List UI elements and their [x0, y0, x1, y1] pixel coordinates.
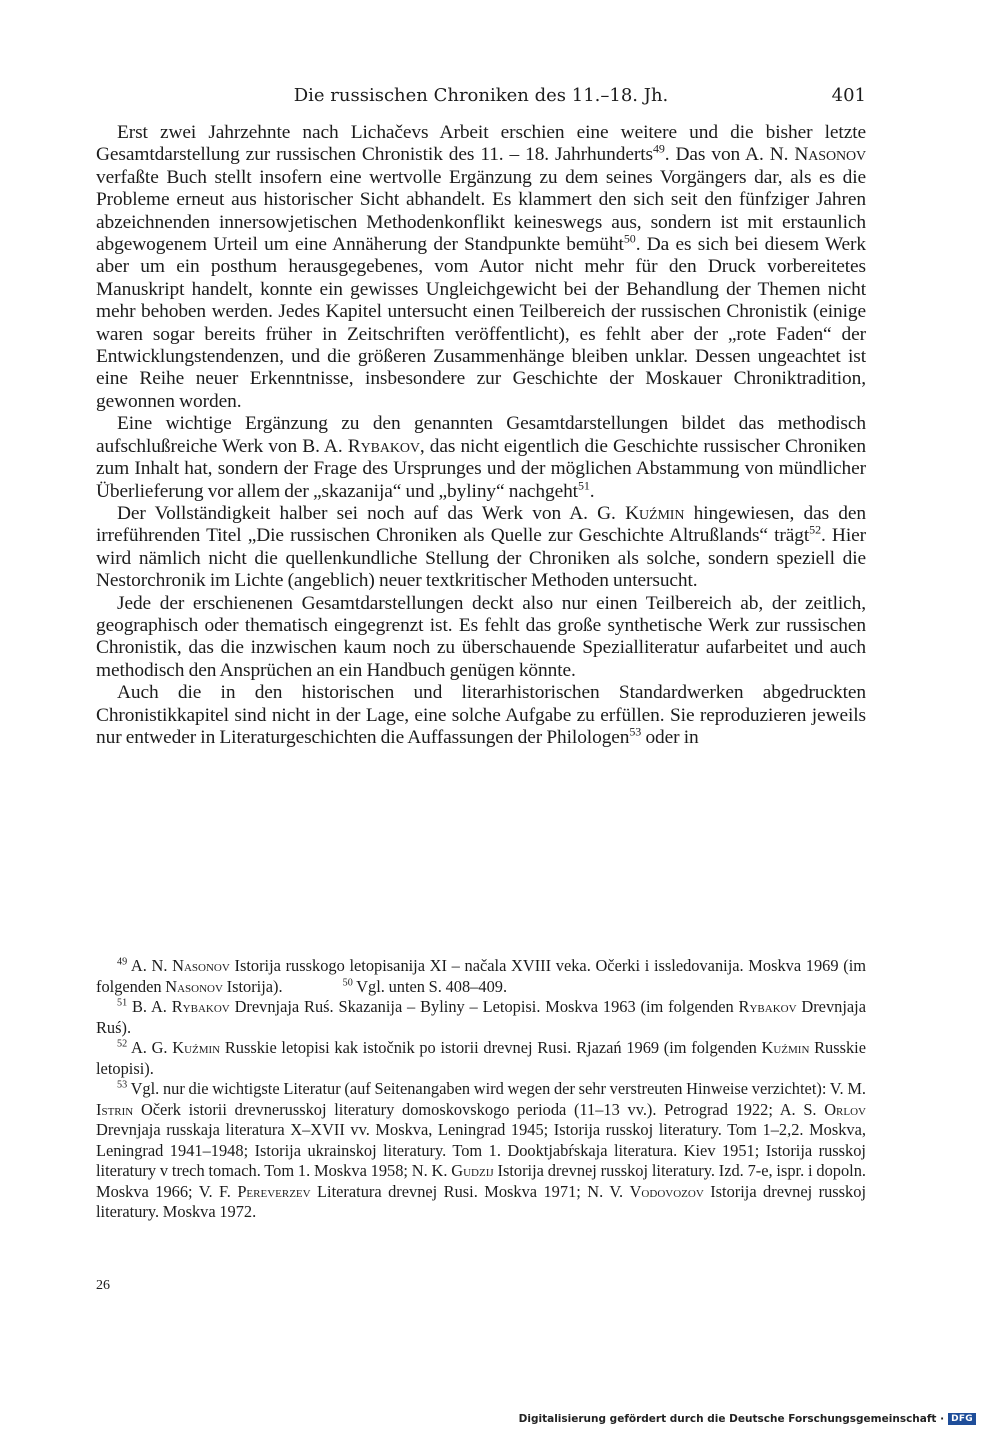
author-name: Kuźmin	[172, 1038, 221, 1057]
text-span: . Da es sich bei diesem Werk aber um ein posthum herausgegebenes, vom Autor nicht mehr für den Druck vorbereitetes Manuskript handelt, konnte ein gewisses Ungleichgewicht bei der Behandlung der Themen nicht mehr behoben werden. Jedes Kapitel untersucht einen Teilbereich der russischen Chronistik (einige waren sogar bereits früher in Zeitschriften veröffentlicht), es fehlt aber der „rote Faden“ der Entwicklungstendenzen, und die größeren Zusammenhänge bleiben unklar. Dessen ungeachtet ist eine Reihe neuer Erkenntnisse, insbesondere zur Geschichte der Moskauer Chroniktradition, gewonnen worden.	[96, 234, 867, 412]
signature-mark: 26	[96, 1278, 110, 1293]
author-name: Nasonov	[794, 144, 867, 166]
page-number: 401	[831, 85, 866, 106]
footnote	[96, 997, 866, 1038]
footnote-number: 50	[342, 977, 353, 989]
text-span: verfaßte Buch stellt insofern eine wertvolle Ergänzung zu dem seines Vorgängers dar, als es die Probleme erneut aus historischer Sicht abhandelt. Es klammert den sich seit den fünfziger Jahren abzeichnenden innersowjetischen Methodenkonflikt keineswegs aus, sondern ist mit erstaunlich abgewogenem Urteil um eine Annäherung der Standpunkte bemüht	[96, 166, 866, 256]
author-name: Istrin	[96, 1099, 134, 1119]
text-span: A. G.	[127, 1038, 173, 1057]
author-name: Orlov	[824, 1099, 866, 1119]
text-span: Drevnjaja russkaja literatura X–XVII vv. Moskva, Leningrad 1945; Istorija russkoj literatury. Tom 1–2,2. Moskva, Leningrad 1941–1948; Istorija ukrainskoj literatury. Tom 1. Dooktjabŕskaja literatura. Kiev 1951; Istorija russkoj literatury v trech tomach. Tom 1. Moskva 1958; N. K.	[96, 1120, 866, 1180]
running-header	[96, 84, 866, 108]
text-span: B. A.	[127, 997, 172, 1016]
author-name: Kuźmin	[625, 502, 685, 524]
text-span: Istorija russkogo letopisanija XI – načala XVIII veka. Očerki i issledovanija. Moskva 1969 (im folgenden	[96, 956, 866, 996]
paragraph: Jede der erschienenen Gesamtdarstellungen deckt also nur einen Teilbereich ab, der zeitlich, geographisch oder thematisch eingegrenzt ist. Es fehlt das große synthetische Werk zur russischen Chronistik, das die inzwischen kaum noch zu überschauende Spezialliteratur aufarbeitet und auch methodisch den Ansprüchen an ein Handbuch genügen könnte.	[96, 592, 866, 681]
text-span: Istorija drevnej russkoj literatury. Izd. 7-e, ispr. i dopoln. Moskva 1966; V. F.	[96, 1161, 866, 1201]
text-span: .	[589, 480, 595, 502]
credit-text: Digitalisierung gefördert durch die Deutsche Forschungsgemeinschaft ·	[518, 1413, 945, 1425]
main-text	[96, 122, 866, 749]
footnote-ref: 51	[577, 478, 590, 493]
author-name: Pereverzev	[237, 1181, 311, 1201]
text-span: . Hier wird nämlich nicht die quellenkundliche Stellung der Chroniken als solche, sondern speziell die Nestorchronik im Lichte (angeblich) neuer textkritischer Methoden untersucht.	[96, 525, 866, 592]
paragraph	[96, 682, 866, 749]
text-span: Očerk istorii drevnerusskoj literatury domoskovskogo perioda (11–13 vv.). Petrograd 1922; A. S.	[133, 1099, 825, 1119]
running-title: Die russischen Chroniken des 11.–18. Jh.	[293, 85, 669, 106]
footnote-ref: 50	[623, 231, 636, 246]
text-span: Drevnjaja Ruś. Skazanija – Byliny – Letopisi. Moskva 1963 (im folgenden	[229, 997, 739, 1016]
text-span: Russkie letopisi kak istočnik po istorii drevnej Rusi. Rjazań 1969 (im folgenden	[220, 1038, 762, 1057]
author-name: Rybakov	[347, 435, 420, 457]
paragraph	[96, 413, 866, 503]
footnote-number: 51	[117, 997, 128, 1009]
text-span: Vgl. nur die wichtigste Literatur (auf Seitenangaben wird wegen der sehr verstreuten Hinweise verzichtet): V. M.	[127, 1079, 866, 1098]
footnotes	[96, 956, 866, 1223]
text-span: Drevnjaja Ruś).	[96, 997, 866, 1037]
text-span: hingewiesen, das den irreführenden Titel „Die russischen Chroniken als Quelle zur Geschichte Altrußlands“ trägt	[96, 502, 866, 547]
text-span: oder in	[641, 726, 699, 748]
dfg-logo: DFG	[948, 1413, 976, 1425]
footnote-ref: 52	[809, 522, 821, 537]
footnote-ref: 53	[629, 724, 642, 739]
author-name: Nasonov	[172, 956, 230, 975]
paragraph	[96, 122, 866, 413]
text-span: Russkie letopisi).	[96, 1038, 867, 1078]
footnote-number: 53	[117, 1079, 128, 1091]
author-name: Rybakov	[171, 997, 230, 1016]
footnote	[96, 1079, 866, 1223]
text-span: Eine wichtige Ergänzung zu den genannten Gesamtdarstellungen bildet das methodisch aufschlußreiche Werk von B. A.	[96, 413, 866, 457]
text-span: Istorija).	[222, 976, 283, 996]
digitization-credit	[519, 1411, 976, 1427]
author-name: Rybakov	[738, 997, 797, 1016]
author-name: Kuźmin	[761, 1038, 810, 1057]
footnote	[96, 1038, 866, 1079]
author-name: Vodovozov	[629, 1181, 704, 1201]
footnote-number: 52	[117, 1038, 128, 1050]
author-name: Nasonov	[165, 976, 223, 996]
footnote-number: 49	[117, 956, 128, 968]
footnote	[96, 956, 866, 997]
text-span: , das nicht eigentlich die Geschichte russischer Chroniken zum Inhalt hat, sondern der Frage des Ursprunges und der möglichen Abstammung von mündlicher Überlieferung vor allem der „skazanija“ und „byliny“ nachgeht	[96, 435, 867, 502]
text-span: Literatura drevnej Rusi. Moskva 1971; N. V.	[310, 1181, 630, 1201]
author-name: Gudzij	[451, 1161, 494, 1180]
footnote-inline	[343, 977, 507, 996]
paragraph	[96, 503, 866, 593]
text-span: Vgl. unten S. 408–409.	[352, 976, 508, 996]
text-span: Auch die in den historischen und literarhistorischen Standardwerken abgedruckten Chronistikkapitel sind nicht in der Lage, eine solche Aufgabe zu erfüllen. Sie reproduzieren jeweils nur entweder in Literaturgeschichten die Auffassungen der Philologen	[96, 682, 866, 748]
text-span: Der Vollständigkeit halber sei noch auf das Werk von A. G.	[117, 502, 626, 524]
text-span: . Das von A. N.	[664, 144, 795, 166]
text-span: Erst zwei Jahrzehnte nach Lichačevs Arbeit erschien eine weitere und die bisher letzte Gesamtdarstellung zur russischen Chronistik des 11. – 18. Jahrhunderts	[96, 122, 866, 166]
text-span: A. N.	[127, 956, 173, 975]
footnote-ref: 49	[652, 141, 665, 156]
text-span: Istorija drevnej russkoj literatury. Moskva 1972.	[96, 1181, 866, 1221]
